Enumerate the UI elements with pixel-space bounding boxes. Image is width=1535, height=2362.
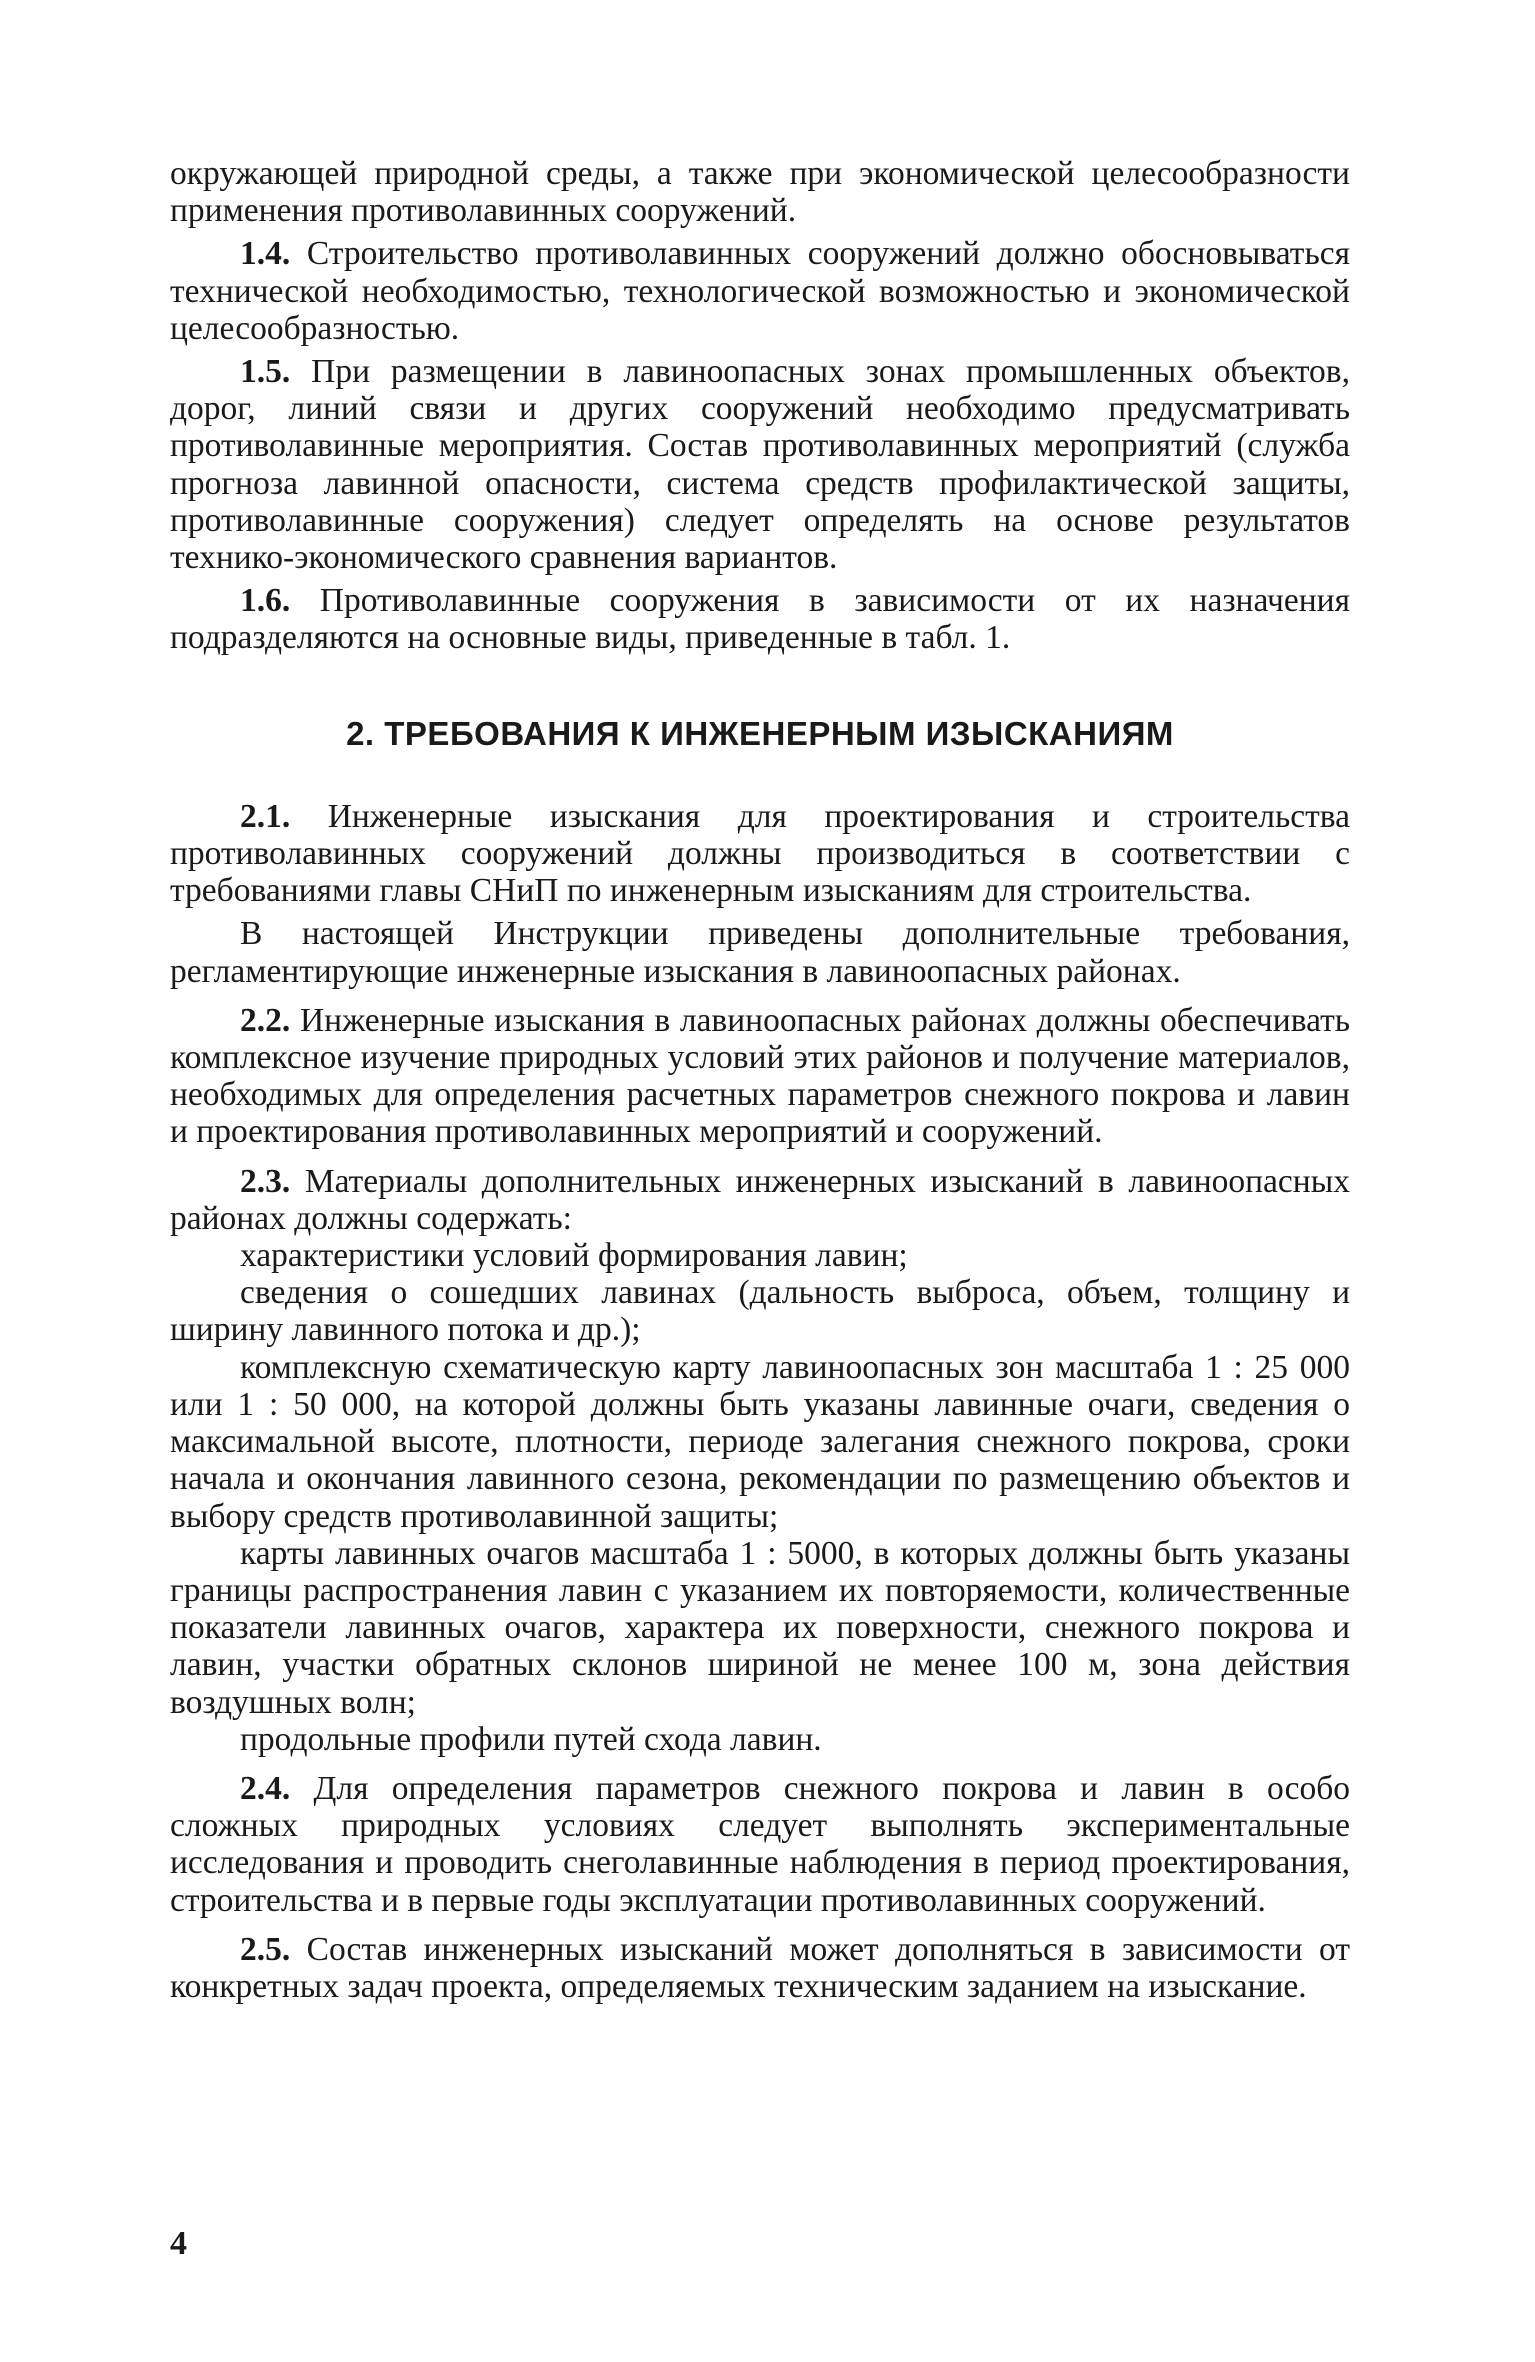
clause-number: 1.4.	[240, 235, 291, 273]
paragraph-2-1-continued	[170, 915, 1350, 989]
paragraph-2-2	[170, 1002, 1350, 1151]
paragraph-text: Инженерные изыскания в лавиноопасных районах должны обеспечивать комплексное изучение природных условий этих районов и получение материалов, необходимых для определения расчетных параметров снежного покрова и лавин и проектирования противолавинных мероприятий и сооружений.	[170, 1001, 1350, 1151]
document-page	[170, 155, 1350, 2005]
paragraph-text: В настоящей Инструкции приведены дополнительные требования, регламентирующие инженерные изыскания в лавиноопасных районах.	[170, 915, 1350, 990]
paragraph-1-4	[170, 235, 1350, 347]
paragraph-2-5	[170, 1931, 1350, 2005]
clause-number: 1.6.	[240, 582, 291, 620]
clause-number: 1.5.	[240, 353, 291, 391]
section-heading: 2. ТРЕБОВАНИЯ К ИНЖЕНЕРНЫМ ИЗЫСКАНИЯМ	[346, 714, 1174, 752]
paragraph-text: Состав инженерных изысканий может дополняться в зависимости от конкретных задач проекта, определяемых техническим заданием на изыскание.	[170, 1930, 1350, 2005]
list-item: комплексную схематическую карту лавиноопасных зон масштаба 1 : 25 000 или 1 : 50 000, на которой должны быть указаны лавинные очаги, сведения о максимальной высоте, плотности, периоде залегания снежного покрова, сроки начала и окончания лавинного сезона, рекомендации по размещению объектов и выбору средств противолавинной защиты;	[170, 1348, 1350, 1535]
paragraph-text: Инженерные изыскания для проектирования и строительства противолавинных сооружений должны производиться в соответствии с требованиями главы СНиП по инженерным изысканиям для строительства.	[170, 797, 1350, 910]
paragraph-1-5	[170, 353, 1350, 576]
clause-number: 2.4.	[240, 1769, 291, 1807]
paragraph-text: Материалы дополнительных инженерных изысканий в лавиноопасных районах должны содержать:	[170, 1162, 1350, 1237]
list-item: продольные профили путей схода лавин.	[240, 1720, 822, 1758]
paragraph-1-6	[170, 582, 1350, 656]
clause-number: 2.5.	[240, 1930, 291, 1968]
paragraph-continuation	[170, 155, 1350, 229]
paragraph-text: окружающей природной среды, а также при экономической целесообразности применения противолавинных сооружений.	[170, 155, 1350, 230]
paragraph-2-3	[170, 1163, 1350, 1237]
clause-number: 2.3.	[240, 1162, 291, 1200]
paragraph-2-1	[170, 798, 1350, 910]
paragraph-text: Противолавинные сооружения в зависимости от их назначения подразделяются на основные виды, приведенные в табл. 1.	[170, 582, 1350, 657]
list-item: сведения о сошедших лавинах (дальность выброса, объем, толщину и ширину лавинного потока и др.);	[170, 1274, 1350, 1349]
paragraph-2-4	[170, 1770, 1350, 1919]
clause-number: 2.2.	[240, 1001, 291, 1039]
paragraph-text: Для определения параметров снежного покрова и лавин в особо сложных природных условиях следует выполнять экспериментальные исследования и проводить снеголавинные наблюдения в период проектирования, строительства и в первые годы эксплуатации противолавинных сооружений.	[170, 1769, 1350, 1919]
paragraph-text: Строительство противолавинных сооружений должно обосновываться технической необходимостью, технологической возможностью и экономической целесообразностью.	[170, 235, 1350, 347]
list-item: характеристики условий формирования лавин;	[240, 1237, 908, 1275]
paragraph-text: При размещении в лавиноопасных зонах промышленных объектов, дорог, линий связи и других сооружений необходимо предусматривать противолавинные мероприятия. Состав противолавинных мероприятий (служба прогноза лавинной опасности, система средств профилактической защиты, противолавинные сооружения) следует определять на основе результатов технико-экономического сравнения вариантов.	[170, 353, 1350, 577]
clause-number: 2.1.	[240, 797, 291, 835]
page-number: 4	[170, 2225, 187, 2262]
list-item: карты лавинных очагов масштаба 1 : 5000, в которых должны быть указаны границы распространения лавин с указанием их повторяемости, количественные показатели лавинных очагов, характера их поверхности, снежного покрова и лавин, участки обратных склонов шириной не менее 100 м, зона действия воздушных волн;	[170, 1534, 1350, 1721]
